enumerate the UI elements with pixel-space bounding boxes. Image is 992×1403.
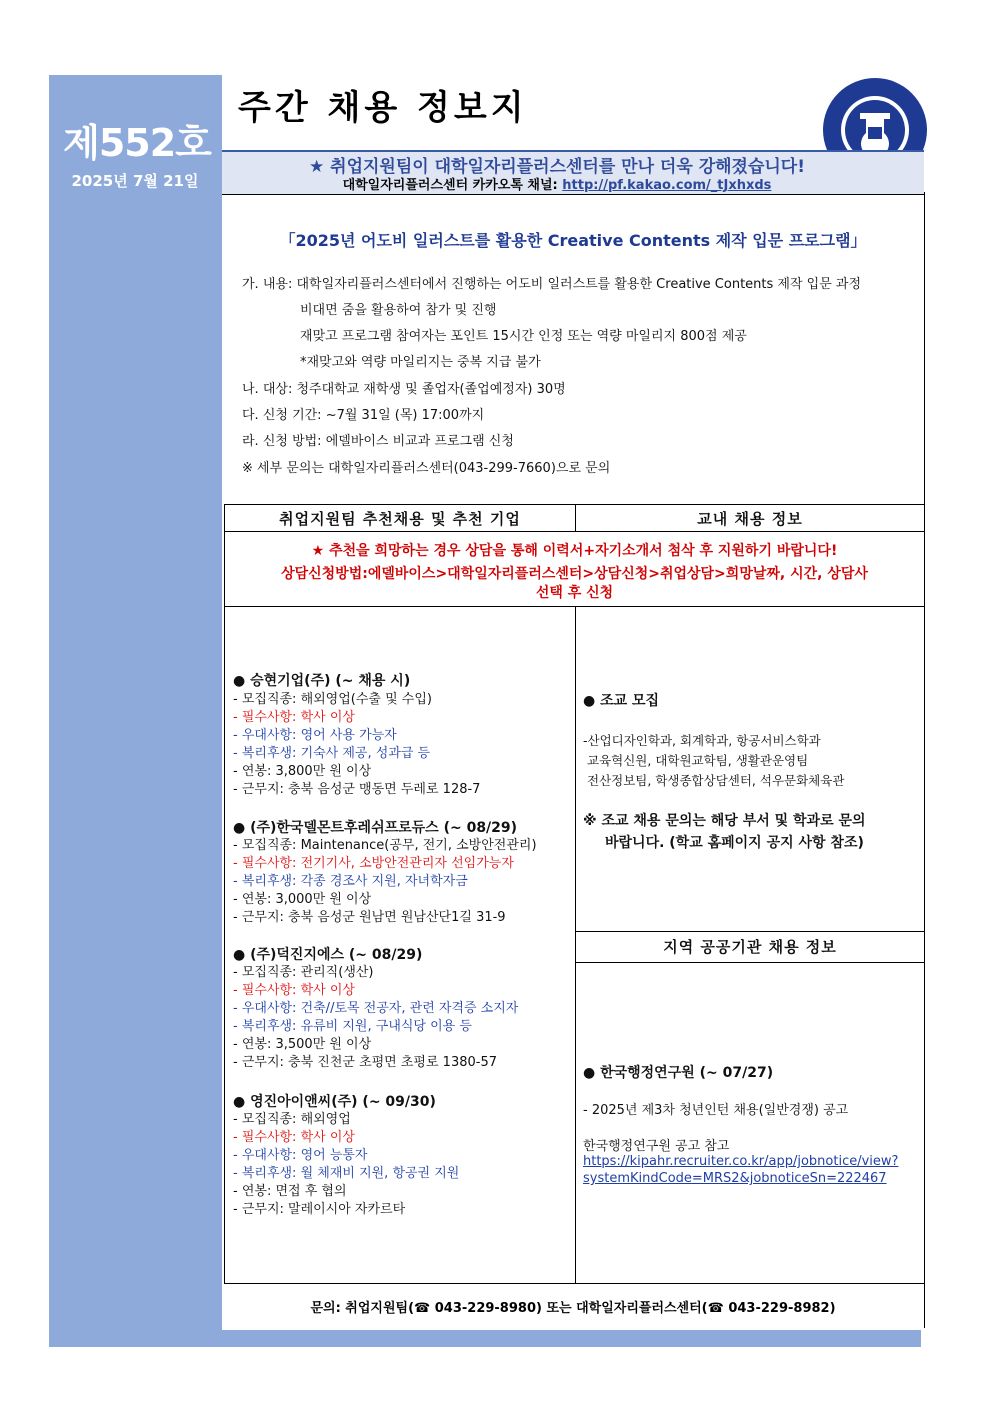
company-line: - 복리후생: 각종 경조사 지원, 자녀학자금 (233, 874, 468, 889)
campus-jobs-header: 교내 채용 정보 (575, 504, 925, 532)
program-line: 다. 신청 기간: ~7월 31일 (목) 17:00까지 (242, 408, 485, 423)
company-line: - 모집직종: 해외영업 (233, 1112, 351, 1127)
regional-jobs-panel (575, 962, 925, 1283)
campus-note: 바랍니다. (학교 홈페이지 공지 사항 참조) (605, 835, 864, 851)
program-line: 비대면 줌을 활용하여 참가 및 진행 (300, 303, 497, 318)
company-title: ● (주)한국델몬트후레쉬프로듀스 (~ 08/29) (233, 820, 518, 836)
program-line: 재맞고 프로그램 참여자는 포인트 15시간 인정 또는 역량 마일리지 800점 제공 (300, 329, 747, 344)
company-line: - 연봉: 3,800만 원 이상 (233, 764, 372, 779)
region-job-title: ● 한국행정연구원 (~ 07/27) (583, 1065, 774, 1081)
footer-divider (224, 1283, 925, 1284)
company-line: - 모집직종: 관리직(생산) (233, 965, 374, 980)
campus-job-line: -산업디자인학과, 회계학과, 항공서비스학과 (583, 733, 821, 748)
company-line: - 필수사항: 학사 이상 (233, 1130, 355, 1145)
company-line: - 근무지: 말레이시아 자카르타 (233, 1202, 406, 1217)
company-line: - 연봉: 3,000만 원 이상 (233, 892, 372, 907)
company-line: - 모집직종: Maintenance(공무, 전기, 소방안전관리) (233, 838, 537, 853)
company-line: - 필수사항: 학사 이상 (233, 983, 355, 998)
campus-job-title: ● 조교 모집 (583, 693, 660, 709)
program-line: 나. 대상: 청주대학교 재학생 및 졸업자(졸업예정자) 30명 (242, 382, 566, 397)
company-line: - 필수사항: 학사 이상 (233, 710, 355, 725)
company-line: - 복리후생: 기숙사 제공, 성과급 등 (233, 746, 431, 761)
company-title: ● 승현기업(주) (~ 채용 시) (233, 673, 411, 689)
region-job-link[interactable]: https://kipahr.recruiter.co.kr/app/jobnotice/view? (583, 1154, 899, 1169)
company-line: - 우대사항: 영어 사용 가능자 (233, 728, 397, 743)
company-line: - 연봉: 3,500만 원 이상 (233, 1037, 372, 1052)
campus-job-line: 교육혁신원, 대학원교학팀, 생활관운영팀 (587, 753, 809, 768)
notice-method-line: 상담신청방법:에델바이스>대학일자리플러스센터>상담신청>취업상담>희망날짜, 시간, 상담사 (281, 566, 868, 582)
page-title: 주간 채용 정보지 (238, 88, 528, 128)
company-line: - 근무지: 충북 음성군 원남면 원남산단1길 31-9 (233, 910, 506, 925)
company-title: ● 영진아이앤씨(주) (~ 09/30) (233, 1094, 436, 1110)
region-job-link[interactable]: systemKindCode=MRS2&jobnoticeSn=222467 (583, 1171, 887, 1186)
company-line: - 근무지: 충북 음성군 맹동면 두레로 128-7 (233, 782, 481, 797)
company-line: - 연봉: 면접 후 협의 (233, 1184, 347, 1199)
company-line: - 복리후생: 유류비 지원, 구내식당 이용 등 (233, 1019, 472, 1034)
campus-job-line: 전산정보팀, 학생종합상담센터, 석우문화체육관 (587, 773, 845, 788)
region-job-line: 한국행정연구원 공고 참고 (583, 1139, 730, 1154)
footer-contact: 문의: 취업지원팀(☎ 043-229-8980) 또는 대학일자리플러스센터(☎ 043-229-8982) (310, 1301, 836, 1316)
sidebar-panel (49, 75, 222, 1347)
company-title: ● (주)덕진지에스 (~ 08/29) (233, 947, 423, 963)
company-line: - 우대사항: 건축//토목 전공자, 관련 자격증 소지자 (233, 1001, 519, 1016)
notice-line: ★ 추천을 희망하는 경우 상담을 통해 이력서+자기소개서 첨삭 후 지원하기 바랍니다! (311, 543, 838, 559)
kakao-link[interactable]: http://pf.kakao.com/_tJxhxds (562, 178, 772, 193)
banner-kakao-line (222, 174, 892, 193)
campus-jobs-panel (575, 607, 925, 932)
program-title: 「2025년 어도비 일러스트를 활용한 Creative Contents 제작 입문 프로그램」 (279, 231, 867, 250)
company-line: - 근무지: 충북 진천군 초평면 초평로 1380-57 (233, 1055, 497, 1070)
bottom-strip (49, 1330, 921, 1347)
program-line: 라. 신청 방법: 에델바이스 비교과 프로그램 신청 (242, 434, 514, 449)
banner-headline: ★ 취업지원팀이 대학일자리플러스센터를 만나 더욱 강해졌습니다! (309, 157, 805, 177)
company-line: - 우대사항: 영어 능통자 (233, 1148, 368, 1163)
company-line: - 복리후생: 월 체재비 지원, 항공권 지원 (233, 1166, 460, 1181)
company-line: - 모집직종: 해외영업(수출 및 수입) (233, 692, 432, 707)
program-line: *재맞고와 역량 마일리지는 중복 지급 불가 (300, 355, 541, 370)
recommended-jobs-header: 취업지원팀 추천채용 및 추천 기업 (224, 504, 576, 532)
issue-number: 제552호 (63, 121, 211, 165)
company-line: - 필수사항: 전기기사, 소방안전관리자 선임가능자 (233, 856, 514, 871)
campus-note: ※ 조교 채용 문의는 해당 부서 및 학과로 문의 (583, 813, 866, 829)
notice-method (224, 565, 925, 603)
program-line: ※ 세부 문의는 대학일자리플러스센터(043-299-7660)으로 문의 (242, 461, 611, 476)
region-job-line: - 2025년 제3차 청년인턴 채용(일반경쟁) 공고 (583, 1103, 849, 1118)
issue-date: 2025년 7월 21일 (71, 172, 199, 190)
kakao-label: 대학일자리플러스센터 카카오톡 채널: (342, 178, 563, 193)
program-line: 가. 내용: 대학일자리플러스센터에서 진행하는 어도비 일러스트를 활용한 Creative Contents 제작 입문 과정 (242, 277, 862, 292)
regional-jobs-header: 지역 공공기관 채용 정보 (575, 931, 925, 963)
notice-method-line: 선택 후 신청 (535, 585, 614, 601)
